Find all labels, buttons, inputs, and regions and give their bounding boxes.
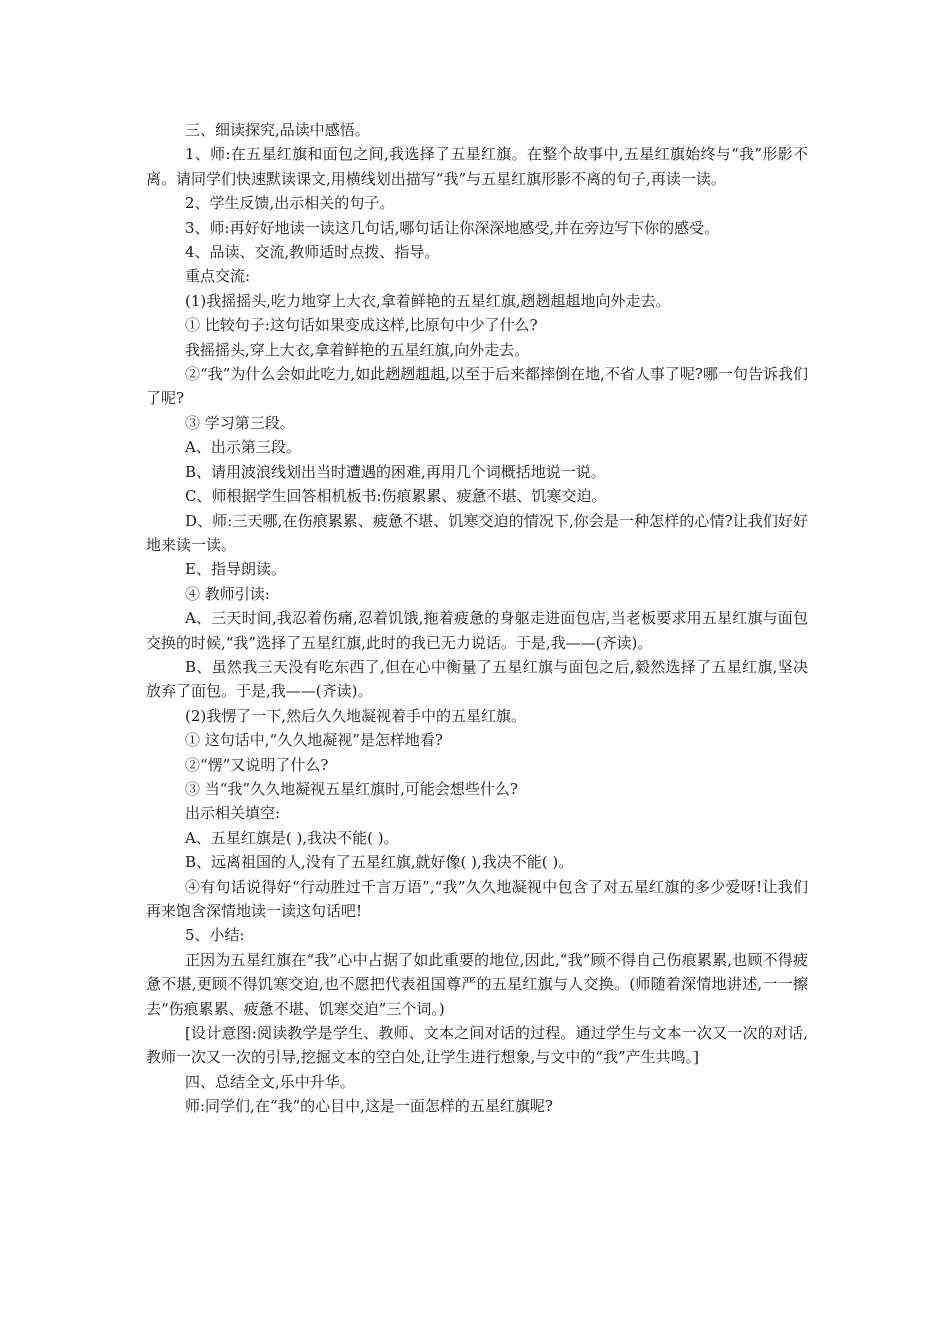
paragraph: B、虽然我三天没有吃东西了,但在心中衡量了五星红旗与面包之后,毅然选择了五星红旗,坚决放弃了面包。于是,我——(齐读)。 <box>146 657 808 701</box>
paragraph: A、出示第三段。 <box>185 438 301 457</box>
paragraph: 4、品读、交流,教师适时点拨、指导。 <box>185 243 440 262</box>
paragraph: 我摇摇头,穿上大衣,拿着鲜艳的五星红旗,向外走去。 <box>185 340 530 359</box>
paragraph: B、请用波浪线划出当时遭遇的困难,再用几个词概括地说一说。 <box>185 462 606 481</box>
paragraph: ②“我”为什么会如此吃力,如此趔趔趄趄,以至于后来都摔倒在地,不省人事了呢?哪一句告诉我们了呢? <box>146 365 808 408</box>
paragraph: E、指导朗读。 <box>185 560 286 579</box>
paragraph: (1)我摇摇头,吃力地穿上大衣,拿着鲜艳的五星红旗,趔趔趄趄地向外走去。 <box>185 291 671 310</box>
paragraph: ④有句话说得好“行动胜过千言万语”,“我”久久地凝视中包含了对五星红旗的多少爱呀!让我们再来饱含深情地读一读这句话吧! <box>146 877 808 920</box>
section-heading: 四、总结全文,乐中升华。 <box>185 1072 355 1091</box>
paragraph: B、远离祖国的人,没有了五星红旗,就好像( ),我决不能( )。 <box>185 853 574 872</box>
paragraph: 5、小结: <box>185 926 245 945</box>
paragraph: 3、师:再好好地读一读这几句话,哪句话让你深深地感受,并在旁边写下你的感受。 <box>185 218 720 237</box>
paragraph: ① 比较句子:这句话如果变成这样,比原句中少了什么? <box>185 316 538 335</box>
paragraph: A、五星红旗是( ),我决不能( )。 <box>185 828 399 847</box>
paragraph: D、师:三天哪,在伤痕累累、疲惫不堪、饥寒交迫的情况下,你会是一种怎样的心情?让我们好好地来读一读。 <box>146 511 808 554</box>
paragraph: 2、学生反馈,出示相关的句子。 <box>185 194 395 213</box>
paragraph: 重点交流: <box>185 267 251 286</box>
paragraph: 师:同学们,在“我”的心目中,这是一面怎样的五星红旗呢? <box>185 1097 553 1116</box>
section-heading: 三、细读探究,品读中感悟。 <box>185 121 370 139</box>
paragraph: 1、师:在五星红旗和面包之间,我选择了五星红旗。在整个故事中,五星红旗始终与“我”形影不离。请同学们快速默读课文,用横线划出描写“我”与五星红旗形影不离的句子,再读一读。 <box>146 145 808 188</box>
document-body <box>146 118 808 1119</box>
paragraph: ① 这句话中,“久久地凝视”是怎样地看? <box>185 731 443 750</box>
paragraph: [设计意图:阅读教学是学生、教师、文本之间对话的过程。通过学生与文本一次又一次的对话,教师一次又一次的引导,挖掘文本的空白处,让学生进行想象,与文中的“我”产生共鸣。] <box>146 1024 808 1067</box>
paragraph: (2)我愣了一下,然后久久地凝视着手中的五星红旗。 <box>185 706 527 725</box>
paragraph: ③ 当“我”久久地凝视五星红旗时,可能会想些什么? <box>185 779 518 798</box>
paragraph: ④ 教师引读: <box>185 584 270 603</box>
paragraph: 正因为五星红旗在“我”心中占据了如此重要的地位,因此,“我”顾不得自己伤痕累累,也顾不得疲惫不堪,更顾不得饥寒交迫,也不愿把代表祖国尊严的五星红旗与人交换。(师随着深情地讲述,一一擦去“伤痕累累、疲惫不堪、饥寒交迫”三个词。) <box>146 950 808 1018</box>
paragraph: 出示相关填空: <box>185 804 281 823</box>
paragraph: C、师根据学生回答相机板书:伤痕累累、疲惫不堪、饥寒交迫。 <box>185 487 607 506</box>
paragraph: A、三天时间,我忍着伤痛,忍着饥饿,拖着疲惫的身躯走进面包店,当老板要求用五星红旗与面包交换的时候,“我”选择了五星红旗,此时的我已无力说话。于是,我——(齐读)。 <box>146 609 808 652</box>
paragraph: ③ 学习第三段。 <box>185 413 295 432</box>
paragraph: ②“愣”又说明了什么? <box>185 755 329 774</box>
